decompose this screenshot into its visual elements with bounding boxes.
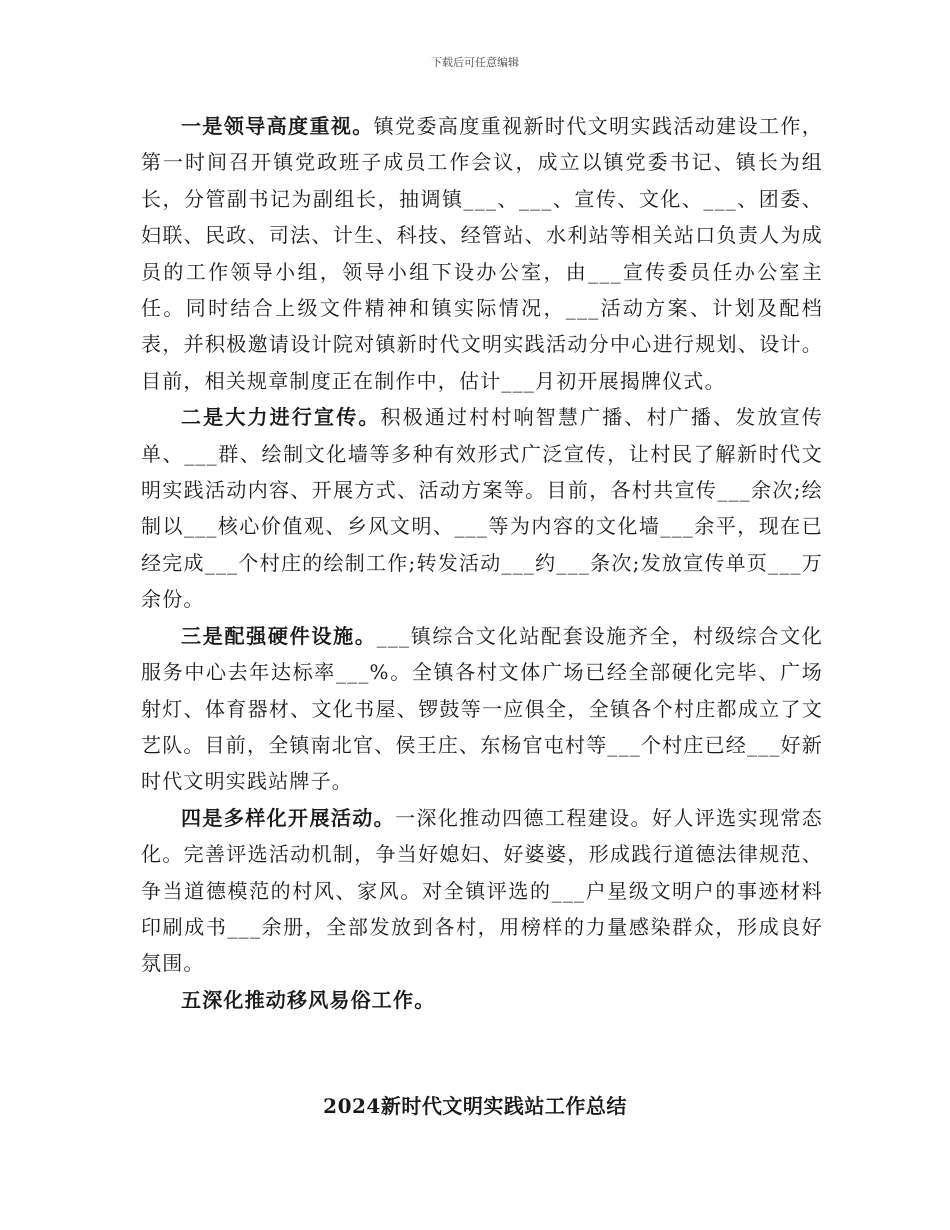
document-title: 2024新时代文明实践站工作总结 <box>323 1094 627 1118</box>
paragraph-text: 积极通过村村响智慧广播、村广播、发放宣传单、___群、绘制文化墙等多种有效形式广泛宣传，让村民了解新时代文明实践活动内容、开展方式、活动方案等。目前，各村共宣传___余次;绘制以___核心价值观、乡风文明、___等为内容的文化墙___余平，现在已经完成___个村庄的绘制工作;转发活动___约___条次;发放宣传单页___万余份。 <box>141 405 823 612</box>
paragraph-lead: 一是领导高度重视。 <box>181 114 374 138</box>
paragraph-activities <box>141 800 823 982</box>
paragraph-customs <box>141 982 823 1018</box>
paragraph-lead: 五深化推动移风易俗工作。 <box>181 987 436 1012</box>
paragraph-text: ___镇综合文化站配套设施齐全，村级综合文化服务中心去年达标率___%。全镇各村文体广场已经全部硬化完毕、广场射灯、体育器材、文化书屋、锣鼓等一应俱全，全镇各个村庄都成立了文艺队。目前，全镇南北官、侯王庄、东杨官屯村等___个村庄已经___好新时代文明实践站牌子。 <box>141 623 823 794</box>
document-body <box>141 108 823 1018</box>
paragraph-facilities <box>141 618 823 800</box>
paragraph-lead: 四是多样化开展活动。 <box>181 805 396 830</box>
paragraph-text: 一深化推动四德工程建设。好人评选实现常态化。完善评选活动机制，争当好媳妇、好婆婆，形成践行道德法律规范、争当道德模范的村风、家风。对全镇评选的___户星级文明户的事迹材料印刷成书___余册，全部发放到各村，用榜样的力量感染群众，形成良好氛围。 <box>141 805 824 976</box>
paragraph-leadership <box>141 108 823 399</box>
paragraph-lead: 二是大力进行宣传。 <box>181 405 381 430</box>
page-header: 下载后可任意编辑 <box>431 56 519 69</box>
paragraph-publicity <box>141 399 823 617</box>
paragraph-text: 镇党委高度重视新时代文明实践活动建设工作，第一时间召开镇党政班子成员工作会议，成立以镇党委书记、镇长为组长，分管副书记为副组长，抽调镇___、___、宣传、文化、___、团委、妇联、民政、司法、计生、科技、经管站、水利站等相关站口负责人为成员的工作领导小组，领导小组下设办公室，由___宣传委员任办公室主任。同时结合上级文件精神和镇实际情况，___活动方案、计划及配档表，并积极邀请设计院对镇新时代文明实践活动分中心进行规划、设计。目前，相关规章制度正在制作中，估计___月初开展揭牌仪式。 <box>141 114 823 393</box>
paragraph-lead: 三是配强硬件设施。 <box>181 623 377 648</box>
